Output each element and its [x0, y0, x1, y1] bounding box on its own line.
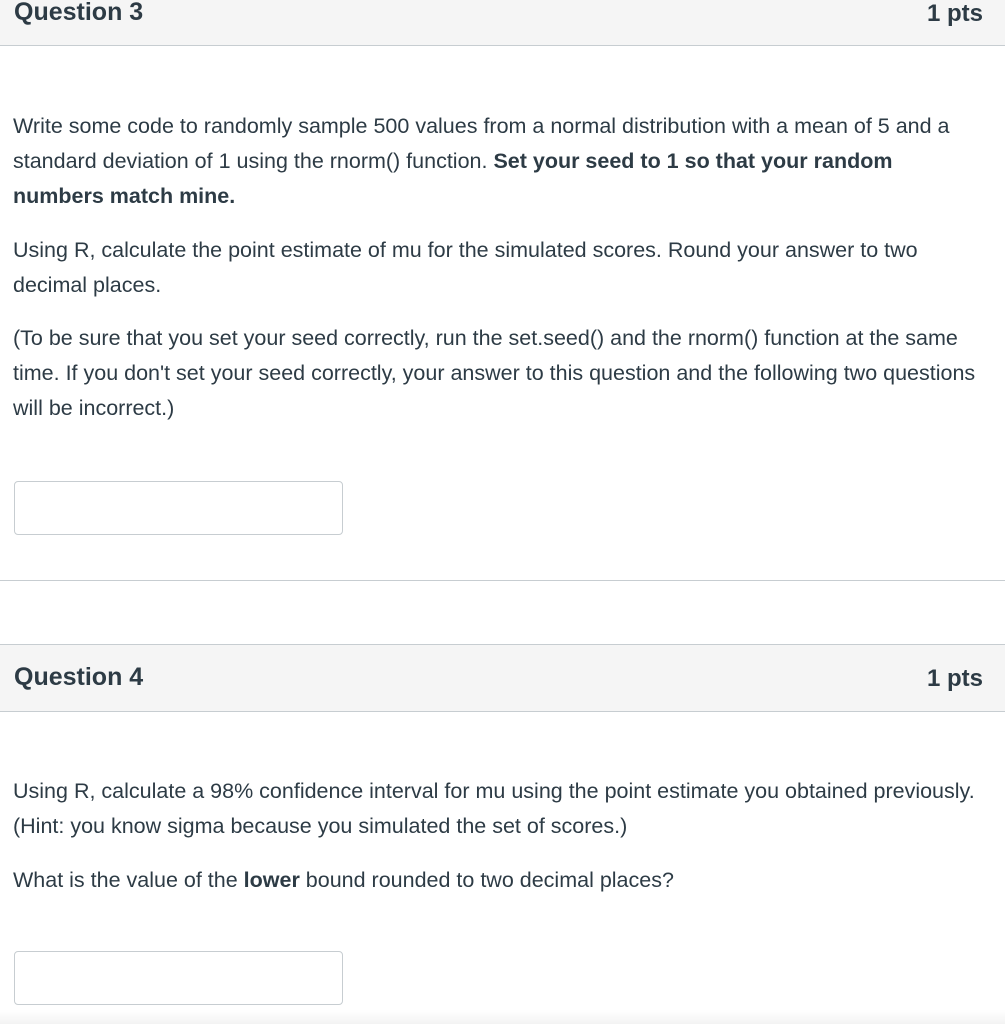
- question-4-prompt-start: What is the value of the: [13, 868, 244, 892]
- question-3-seed-note: Set your seed to 1 so that your random numbers match mine.: [13, 149, 893, 208]
- question-4-header: [0, 645, 1005, 712]
- question-4-prompt-end: bound rounded to two decimal places?: [299, 868, 674, 892]
- question-3-header: [0, 0, 1005, 46]
- question-4-title: Question 4: [14, 663, 144, 691]
- page-bottom-edge: [0, 1010, 1005, 1024]
- question-3-paragraph-1: [13, 109, 988, 214]
- question-3-instruction: Write some code to randomly sample 500 values from a normal distribution with a mean of 5 and a standard deviation of 1 using the rnorm() function.: [13, 114, 950, 173]
- question-4-lower-emphasis: lower: [243, 868, 300, 892]
- question-3-points: 1 pts: [926, 0, 983, 27]
- question-3-divider: [0, 580, 1005, 581]
- question-3-title: Question 3: [14, 0, 144, 26]
- question-4-answer-input[interactable]: [14, 951, 343, 1005]
- question-3-answer-input[interactable]: [14, 481, 343, 535]
- question-4-points: 1 pts: [926, 665, 983, 692]
- question-4-paragraph-1: Using R, calculate a 98% confidence interval for mu using the point estimate you obtained previously. (Hint: you know sigma because you simulated the set of scores.): [13, 779, 975, 838]
- question-4-paragraph-2: [13, 863, 988, 898]
- question-3-paragraph-2: Using R, calculate the point estimate of mu for the simulated scores. Round your answer to two decimal places.: [13, 238, 918, 297]
- question-3-paragraph-3: (To be sure that you set your seed correctly, run the set.seed() and the rnorm() function at the same time. If you don't set your seed correctly, your answer to this question and the following two questions will be incorrect.): [13, 326, 976, 420]
